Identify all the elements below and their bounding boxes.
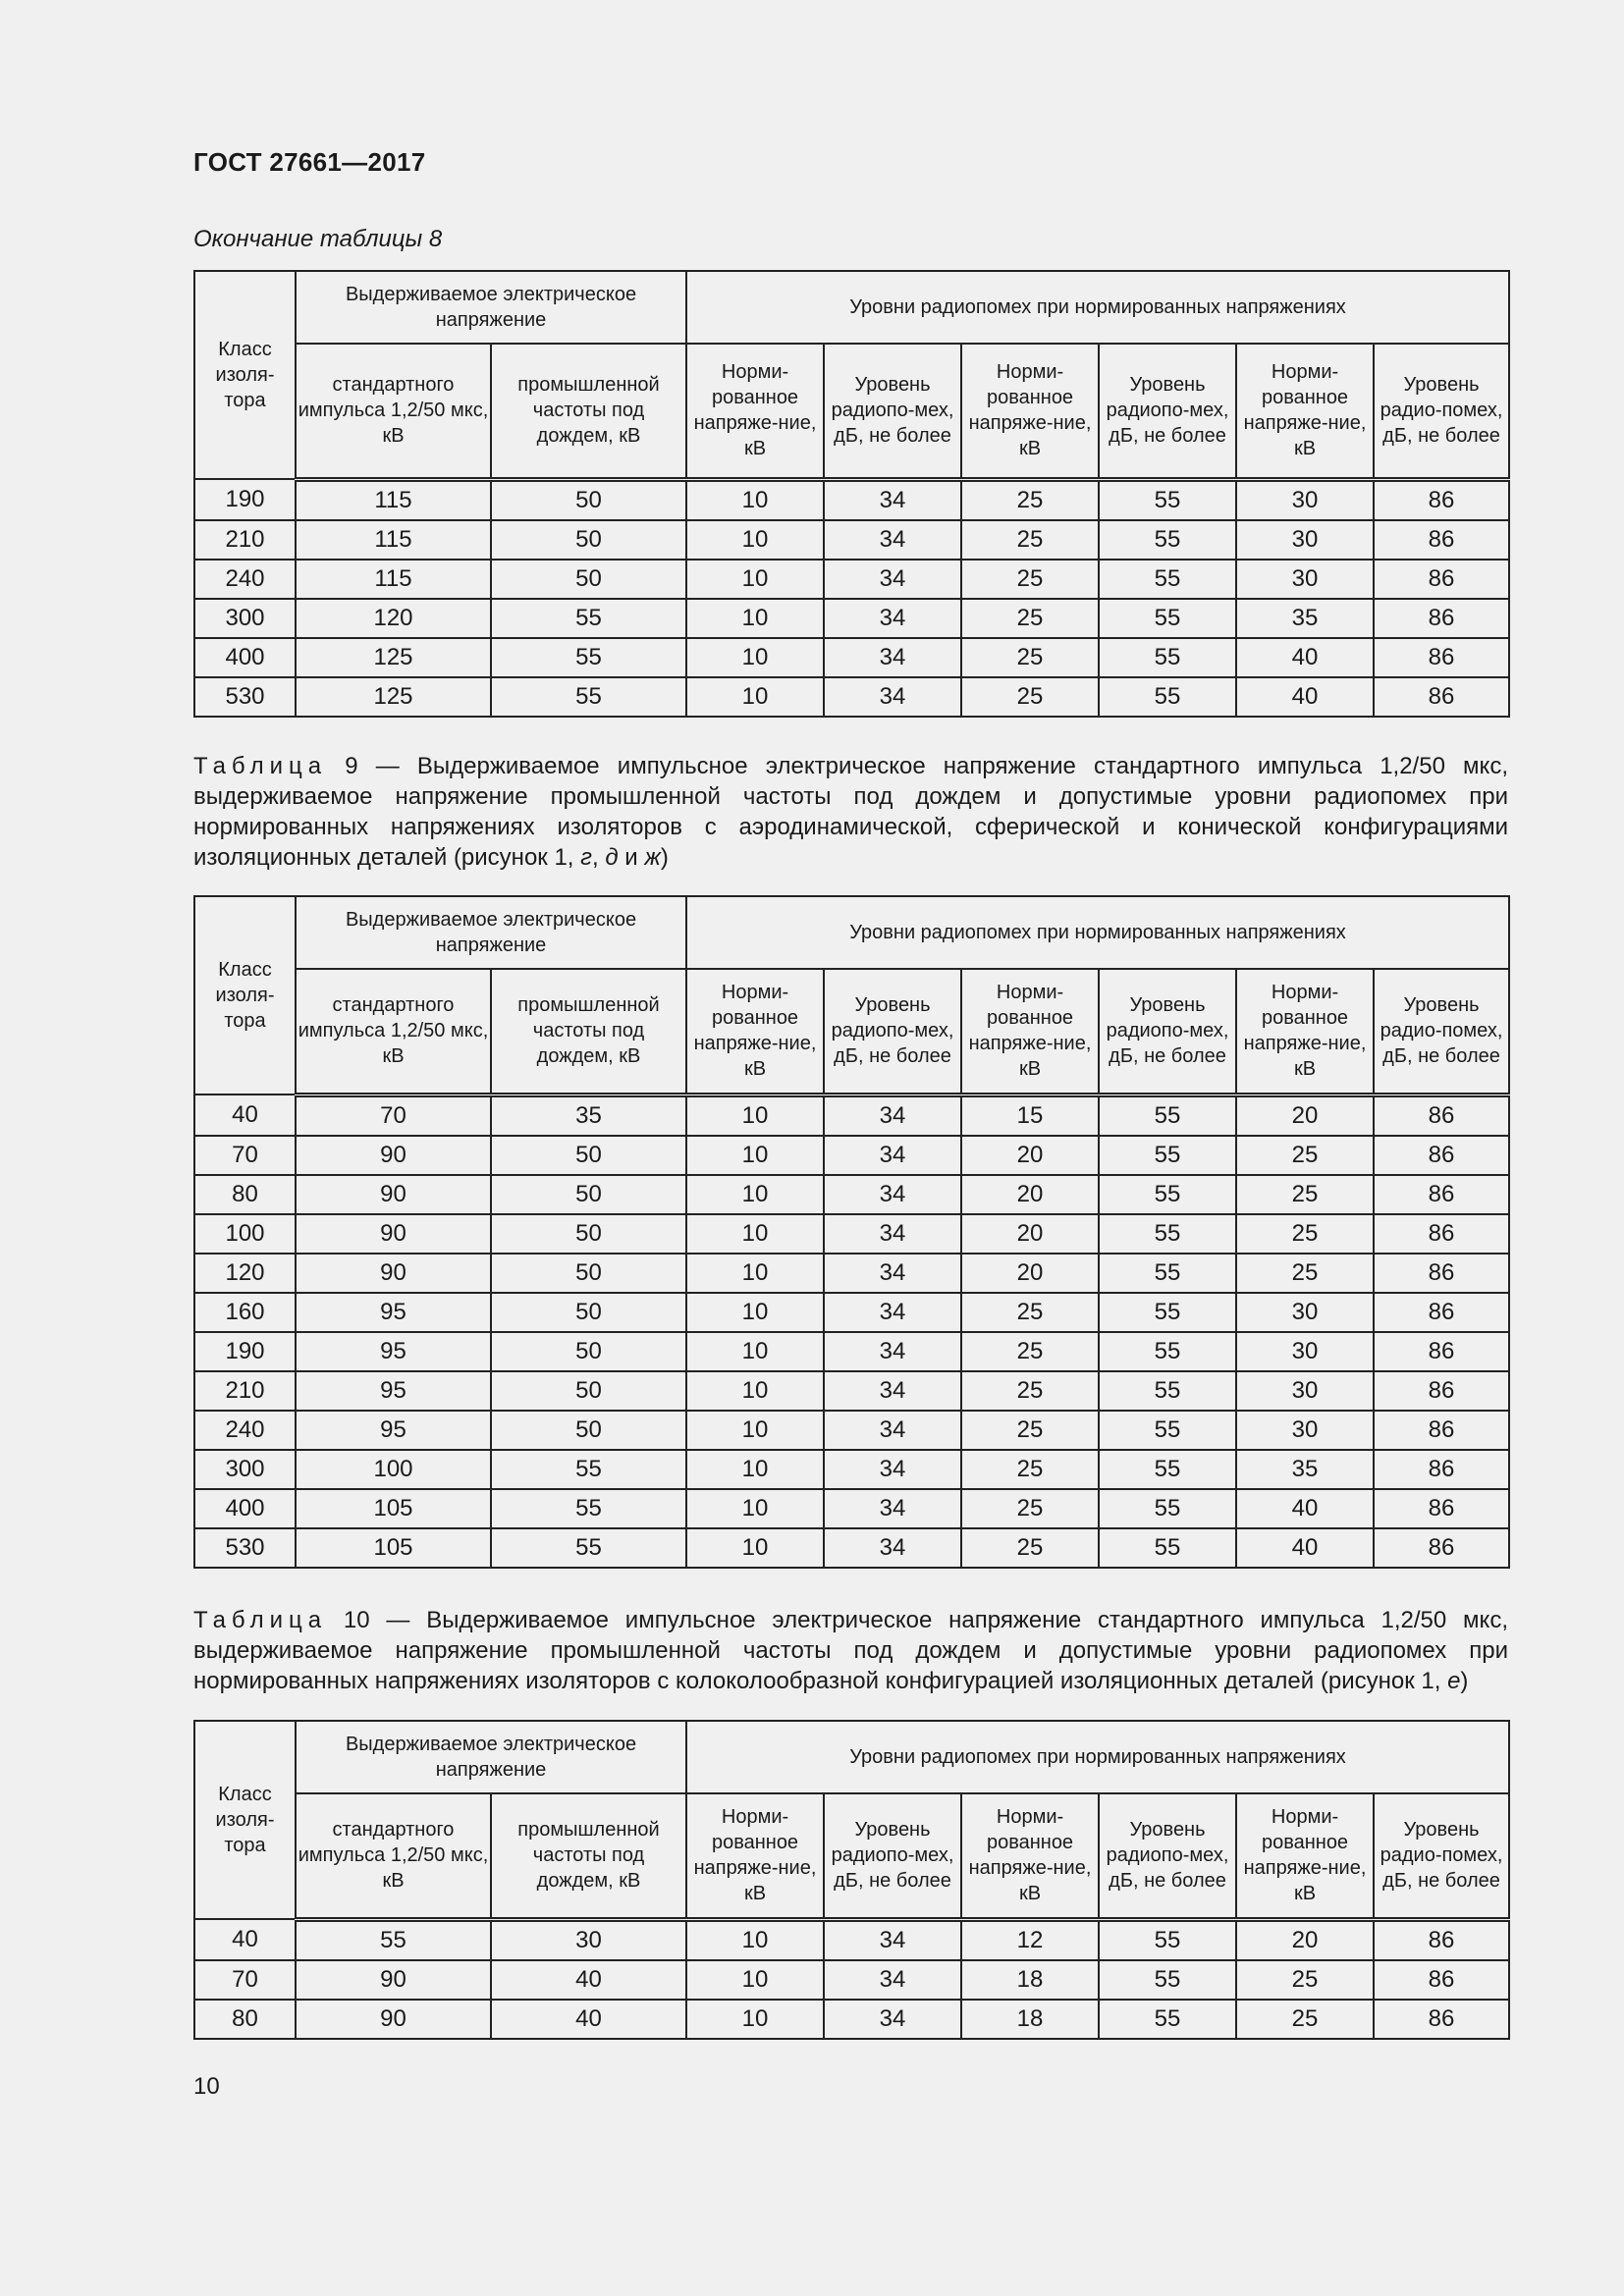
table-row [194,1332,1509,1371]
table-cell: 20 [961,1254,1099,1293]
table-cell: 34 [824,677,961,717]
table-cell: 125 [296,677,491,717]
header-norm-voltage-3: Норми-рованное напряже-ние, кВ [1236,344,1374,479]
table-cell: 86 [1374,1528,1509,1568]
table-cell: 10 [686,1528,824,1568]
table-cell: 55 [1099,1136,1236,1175]
table-cell: 10 [686,599,824,638]
table-cell: 20 [1236,1919,1374,1960]
header-withstand-group: Выдерживаемое электрическое напряжение [296,1721,686,1793]
table10-title: Таблица 10 — Выдерживаемое импульсное электрическое напряжение стандартного импульса 1,2/50 мкс, выдерживаемое напряжение промышленной частоты под дождем и допустимые уровни радиопомех при нормированных напряжениях изоляторов с колоколообразной конфигурацией изоляционных деталей (рисунок 1, е) [193,1607,1508,1694]
table-cell: 86 [1374,1214,1509,1254]
table-cell: 105 [296,1528,491,1568]
table-cell: 55 [1099,1293,1236,1332]
table-cell: 55 [1099,479,1236,520]
table-cell: 10 [686,1960,824,2000]
table-cell: 90 [296,1960,491,2000]
header-ri-level-2: Уровень радиопо-мех, дБ, не более [1099,1793,1236,1919]
table-cell: 55 [296,1919,491,1960]
header-impulse: стандартного импульса 1,2/50 мкс, кВ [296,969,491,1095]
table-cell: 55 [1099,520,1236,560]
table-cell: 30 [1236,1371,1374,1411]
table-cell: 240 [194,1411,296,1450]
table-cell: 25 [1236,2000,1374,2039]
table-cell: 25 [961,1489,1099,1528]
header-impulse: стандартного импульса 1,2/50 мкс, кВ [296,1793,491,1919]
table-cell: 55 [1099,1095,1236,1136]
table-cell: 25 [961,479,1099,520]
document-title: ГОСТ 27661—2017 [193,147,426,177]
table-cell: 34 [824,1371,961,1411]
table-cell: 86 [1374,1411,1509,1450]
table-cell: 55 [491,599,686,638]
table-cell: 55 [491,638,686,677]
table-cell: 55 [1099,1175,1236,1214]
header-ri-level-3: Уровень радио-помех, дБ, не более [1374,1793,1509,1919]
table-cell: 34 [824,479,961,520]
table-cell: 34 [824,560,961,599]
table-cell: 86 [1374,1175,1509,1214]
table-cell: 55 [1099,1960,1236,2000]
table-cell: 86 [1374,1489,1509,1528]
table-row [194,1371,1509,1411]
table-cell: 55 [491,677,686,717]
table-cell: 55 [1099,1332,1236,1371]
table-cell: 40 [491,2000,686,2039]
table-9 [193,895,1510,1569]
table-cell: 55 [1099,638,1236,677]
table-cell: 30 [1236,1293,1374,1332]
header-power-freq: промышленной частоты под дождем, кВ [491,1793,686,1919]
header-norm-voltage-1: Норми-рованное напряже-ние, кВ [686,969,824,1095]
table-cell: 34 [824,1095,961,1136]
table-cell: 115 [296,479,491,520]
table-cell: 34 [824,1489,961,1528]
header-ri-level-2: Уровень радиопо-мех, дБ, не более [1099,344,1236,479]
table-cell: 55 [1099,1919,1236,1960]
table-cell: 10 [686,1332,824,1371]
header-norm-voltage-1: Норми-рованное напряже-ние, кВ [686,344,824,479]
table-cell: 34 [824,1175,961,1214]
table-cell: 50 [491,1411,686,1450]
table-cell: 10 [686,1293,824,1332]
table-cell: 25 [961,677,1099,717]
header-ri-level-1: Уровень радиопо-мех, дБ, не более [824,969,961,1095]
table-cell: 125 [296,638,491,677]
table-cell: 86 [1374,1450,1509,1489]
table-cell: 100 [194,1214,296,1254]
header-power-freq: промышленной частоты под дождем, кВ [491,344,686,479]
header-ri-group: Уровни радиопомех при нормированных напряжениях [686,896,1509,969]
table-cell: 95 [296,1332,491,1371]
table-cell: 55 [1099,1450,1236,1489]
table-cell: 34 [824,1450,961,1489]
table-cell: 90 [296,1254,491,1293]
table-cell: 35 [491,1095,686,1136]
table-cell: 90 [296,1136,491,1175]
header-ri-level-1: Уровень радиопо-мех, дБ, не более [824,344,961,479]
header-power-freq: промышленной частоты под дождем, кВ [491,969,686,1095]
table-cell: 25 [961,1332,1099,1371]
table-cell: 86 [1374,2000,1509,2039]
table-cell: 10 [686,520,824,560]
table-label: Таблица [193,753,328,779]
table-cell: 80 [194,2000,296,2039]
table-cell: 70 [194,1960,296,2000]
table-cell: 10 [686,1214,824,1254]
table-cell: 86 [1374,638,1509,677]
table-cell: 25 [1236,1175,1374,1214]
table-cell: 55 [1099,677,1236,717]
table-cell: 50 [491,1293,686,1332]
table-cell: 240 [194,560,296,599]
table-cell: 530 [194,1528,296,1568]
table-cell: 95 [296,1293,491,1332]
table-cell: 86 [1374,479,1509,520]
table-cell: 40 [194,1919,296,1960]
table-cell: 10 [686,1254,824,1293]
table-cell: 90 [296,1175,491,1214]
table-cell: 86 [1374,1371,1509,1411]
table-cell: 34 [824,1254,961,1293]
table-cell: 86 [1374,1332,1509,1371]
table-cell: 34 [824,638,961,677]
table-row [194,677,1509,717]
table-cell: 34 [824,1528,961,1568]
table-cell: 34 [824,1136,961,1175]
table-cell: 86 [1374,599,1509,638]
header-class: Класс изоля-тора [194,1721,296,1919]
table-cell: 50 [491,1371,686,1411]
table-cell: 95 [296,1411,491,1450]
table-cell: 10 [686,677,824,717]
table-cell: 10 [686,2000,824,2039]
table-cell: 86 [1374,677,1509,717]
table-header [194,1721,1509,1919]
table-cell: 105 [296,1489,491,1528]
table-cell: 86 [1374,1293,1509,1332]
table-cell: 40 [1236,638,1374,677]
table-cell: 70 [296,1095,491,1136]
table-cell: 50 [491,520,686,560]
table-cell: 210 [194,1371,296,1411]
table-row [194,1411,1509,1450]
header-norm-voltage-3: Норми-рованное напряже-ние, кВ [1236,1793,1374,1919]
header-norm-voltage-2: Норми-рованное напряже-ние, кВ [961,1793,1099,1919]
table-cell: 10 [686,1489,824,1528]
table-cell: 10 [686,560,824,599]
table-cell: 40 [1236,1489,1374,1528]
table-cell: 50 [491,560,686,599]
table-cell: 55 [1099,1411,1236,1450]
table-row [194,1254,1509,1293]
table-row [194,1214,1509,1254]
table-row [194,1095,1509,1136]
table-cell: 86 [1374,1919,1509,1960]
table-cell: 50 [491,1175,686,1214]
table-cell: 10 [686,1175,824,1214]
header-withstand-group: Выдерживаемое электрическое напряжение [296,271,686,344]
table-row [194,479,1509,520]
table-cell: 86 [1374,1095,1509,1136]
table-row [194,599,1509,638]
table-cell: 10 [686,1919,824,1960]
header-ri-level-3: Уровень радио-помех, дБ, не более [1374,969,1509,1095]
table-8 [193,270,1510,718]
table-cell: 55 [491,1489,686,1528]
table-cell: 34 [824,1293,961,1332]
table-cell: 10 [686,1136,824,1175]
table-cell: 90 [296,1214,491,1254]
table-cell: 34 [824,1214,961,1254]
table-cell: 25 [961,560,1099,599]
table-cell: 30 [1236,560,1374,599]
table-row [194,1136,1509,1175]
table-label: Таблица [193,1607,328,1633]
table-cell: 30 [1236,479,1374,520]
table-cell: 25 [1236,1960,1374,2000]
table-cell: 55 [491,1528,686,1568]
table-cell: 55 [1099,2000,1236,2039]
table-cell: 20 [961,1175,1099,1214]
table-cell: 25 [961,1450,1099,1489]
table-cell: 40 [491,1960,686,2000]
table-cell: 55 [1099,1371,1236,1411]
table-cell: 40 [194,1095,296,1136]
table-cell: 50 [491,479,686,520]
table-cell: 80 [194,1175,296,1214]
table-10 [193,1720,1510,2040]
table-header [194,271,1509,479]
table-cell: 10 [686,1095,824,1136]
table-cell: 100 [296,1450,491,1489]
table-cell: 86 [1374,1960,1509,2000]
table-cell: 34 [824,1332,961,1371]
header-ri-level-3: Уровень радио-помех, дБ, не более [1374,344,1509,479]
table-row [194,520,1509,560]
table-cell: 40 [1236,677,1374,717]
header-class: Класс изоля-тора [194,896,296,1095]
table-cell: 55 [1099,560,1236,599]
table-row [194,560,1509,599]
header-ri-group: Уровни радиопомех при нормированных напряжениях [686,1721,1509,1793]
header-ri-level-1: Уровень радиопо-мех, дБ, не более [824,1793,961,1919]
table-cell: 86 [1374,1254,1509,1293]
table-cell: 34 [824,1960,961,2000]
table-cell: 10 [686,1450,824,1489]
table-cell: 50 [491,1136,686,1175]
table-cell: 25 [961,1293,1099,1332]
table-cell: 25 [961,599,1099,638]
table-cell: 25 [961,520,1099,560]
table-cell: 12 [961,1919,1099,1960]
table-cell: 20 [961,1214,1099,1254]
table-row [194,1293,1509,1332]
table-cell: 34 [824,2000,961,2039]
table-cell: 25 [961,1528,1099,1568]
table-cell: 10 [686,638,824,677]
table-row [194,2000,1509,2039]
table-cell: 86 [1374,520,1509,560]
header-norm-voltage-2: Норми-рованное напряже-ние, кВ [961,969,1099,1095]
table-row [194,1960,1509,2000]
header-norm-voltage-2: Норми-рованное напряже-ние, кВ [961,344,1099,479]
table-cell: 530 [194,677,296,717]
table-cell: 18 [961,2000,1099,2039]
table-cell: 86 [1374,560,1509,599]
table-cell: 115 [296,560,491,599]
table-cell: 55 [491,1450,686,1489]
table-row [194,1489,1509,1528]
table-cell: 30 [1236,520,1374,560]
table-cell: 120 [296,599,491,638]
table-cell: 50 [491,1214,686,1254]
table9-title: Таблица 9 — Выдерживаемое импульсное электрическое напряжение стандартного импульса 1,2/50 мкс, выдерживаемое напряжение промышленной частоты под дождем и допустимые уровни радиопомех при нормированных напряжениях изоляторов с аэродинамической, сферической и конической конфигурациями изоляционных деталей (рисунок 1, г, д и ж) [193,753,1508,871]
table-cell: 15 [961,1095,1099,1136]
table-cell: 40 [1236,1528,1374,1568]
table-cell: 34 [824,520,961,560]
table-cell: 35 [1236,599,1374,638]
table-cell: 55 [1099,1489,1236,1528]
table-cell: 35 [1236,1450,1374,1489]
table-cell: 55 [1099,1528,1236,1568]
header-ri-group: Уровни радиопомех при нормированных напряжениях [686,271,1509,344]
table-cell: 400 [194,1489,296,1528]
table-cell: 55 [1099,599,1236,638]
header-norm-voltage-1: Норми-рованное напряже-ние, кВ [686,1793,824,1919]
table-cell: 25 [961,638,1099,677]
table-cell: 34 [824,599,961,638]
table-cell: 160 [194,1293,296,1332]
table-cell: 10 [686,1371,824,1411]
table-cell: 86 [1374,1136,1509,1175]
table-cell: 190 [194,479,296,520]
table-cell: 34 [824,1919,961,1960]
table-cell: 210 [194,520,296,560]
table-cell: 90 [296,2000,491,2039]
table-row [194,638,1509,677]
table-cell: 25 [1236,1214,1374,1254]
table-cell: 115 [296,520,491,560]
table-cell: 30 [1236,1411,1374,1450]
table-cell: 25 [1236,1136,1374,1175]
table-cell: 55 [1099,1254,1236,1293]
table-cell: 25 [961,1371,1099,1411]
table-row [194,1528,1509,1568]
table-cell: 34 [824,1411,961,1450]
table-cell: 25 [961,1411,1099,1450]
table-cell: 10 [686,1411,824,1450]
page-number: 10 [193,2073,220,2100]
table-cell: 25 [1236,1254,1374,1293]
table-cell: 20 [1236,1095,1374,1136]
table-row [194,1175,1509,1214]
table-row [194,1919,1509,1960]
table-cell: 10 [686,479,824,520]
table-cell: 30 [1236,1332,1374,1371]
table-cell: 50 [491,1332,686,1371]
table-cell: 55 [1099,1214,1236,1254]
table-cell: 18 [961,1960,1099,2000]
table-cell: 20 [961,1136,1099,1175]
table-row [194,1450,1509,1489]
table-cell: 300 [194,599,296,638]
header-impulse: стандартного импульса 1,2/50 мкс, кВ [296,344,491,479]
table-cell: 300 [194,1450,296,1489]
table-cell: 400 [194,638,296,677]
header-withstand-group: Выдерживаемое электрическое напряжение [296,896,686,969]
table-cell: 120 [194,1254,296,1293]
header-class: Класс изоля-тора [194,271,296,479]
table-header [194,896,1509,1095]
table-cell: 50 [491,1254,686,1293]
table8-caption: Окончание таблицы 8 [193,226,443,252]
table-cell: 70 [194,1136,296,1175]
table-cell: 30 [491,1919,686,1960]
table-cell: 190 [194,1332,296,1371]
table-cell: 95 [296,1371,491,1411]
header-norm-voltage-3: Норми-рованное напряже-ние, кВ [1236,969,1374,1095]
header-ri-level-2: Уровень радиопо-мех, дБ, не более [1099,969,1236,1095]
